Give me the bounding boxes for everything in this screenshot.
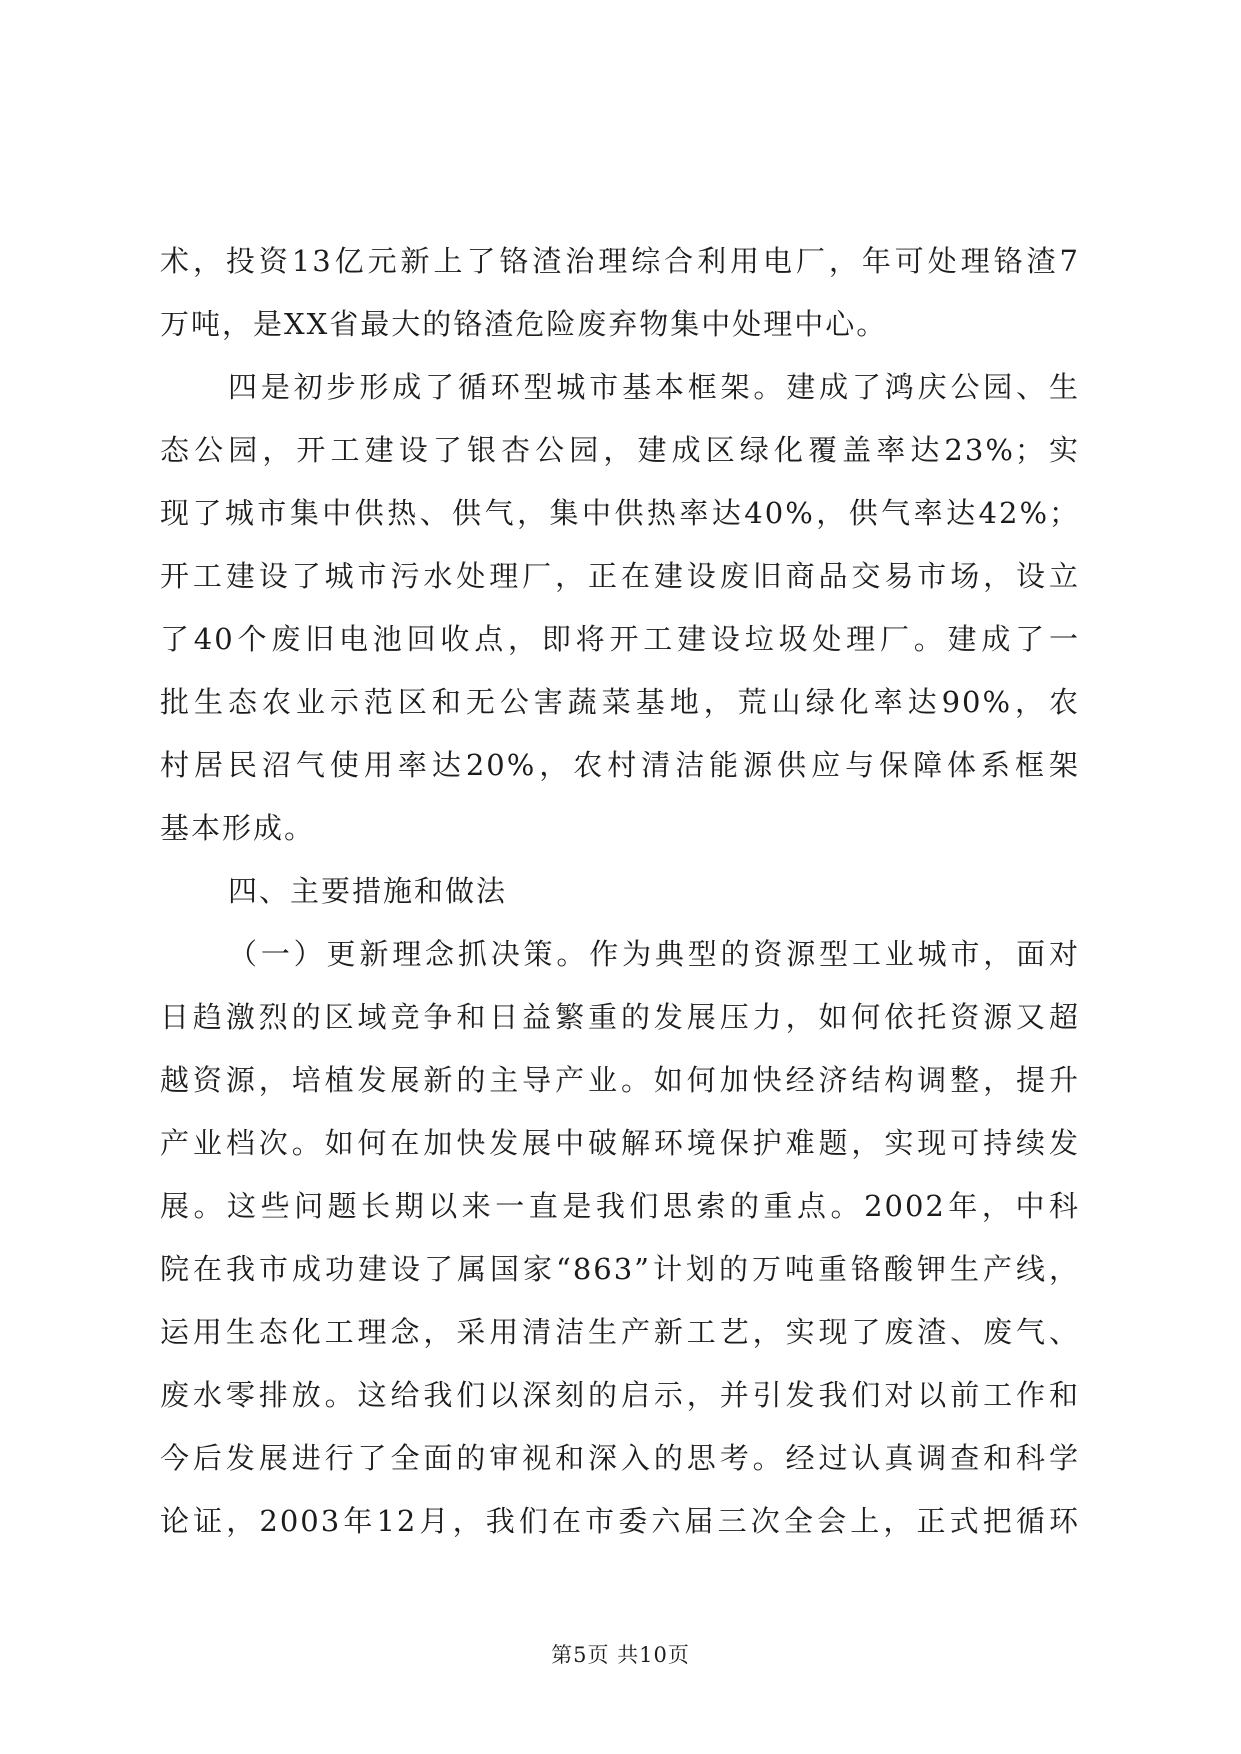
section-heading-text: 四、主要措施和做法 [228,874,508,908]
text-line: 万吨，是XX省最大的铬渣危险废弃物集中处理中心。 [160,307,888,341]
text-line: 产业档次。如何在加快发展中破解环境保护难题，实现可持续发 [160,1126,1080,1160]
text-line: 越资源，培植发展新的主导产业。如何加快经济结构调整，提升 [160,1063,1080,1097]
paragraph-continuation [160,230,1080,356]
text-line: 展。这些问题长期以来一直是我们思索的重点。2002年，中科 [160,1189,1080,1223]
text-line: 运用生态化工理念，采用清洁生产新工艺，实现了废渣、废气、 [160,1315,1080,1349]
text-line: 术，投资13亿元新上了铬渣治理综合利用电厂，年可处理铬渣7 [160,244,1080,278]
text-line: （一）更新理念抓决策。作为典型的资源型工业城市，面对 [228,937,1080,971]
text-line: 批生态农业示范区和无公害蔬菜基地，荒山绿化率达90%，农 [160,685,1080,719]
text-line: 开工建设了城市污水处理厂，正在建设废旧商品交易市场，设立 [160,559,1080,593]
text-line: 废水零排放。这给我们以深刻的启示，并引发我们对以前工作和 [160,1378,1080,1412]
paragraph-measures [160,923,1080,1553]
page-number-footer: 第5页 共10页 [551,1643,690,1667]
document-body [160,230,1080,1553]
text-line: 四是初步形成了循环型城市基本框架。建成了鸿庆公园、生 [228,370,1080,404]
text-line: 论证，2003年12月，我们在市委六届三次全会上，正式把循环 [160,1504,1080,1538]
text-line: 日趋激烈的区域竞争和日益繁重的发展压力，如何依托资源又超 [160,1000,1080,1034]
text-line: 态公园，开工建设了银杏公园，建成区绿化覆盖率达23%；实 [160,433,1080,467]
text-line: 村居民沼气使用率达20%，农村清洁能源供应与保障体系框架 [160,748,1080,782]
text-line: 院在我市成功建设了属国家“863”计划的万吨重铬酸钾生产线， [160,1252,1080,1286]
paragraph-circular-city-framework [160,356,1080,860]
text-line: 了40个废旧电池回收点，即将开工建设垃圾处理厂。建成了一 [160,622,1080,656]
text-line: 今后发展进行了全面的审视和深入的思考。经过认真调查和科学 [160,1441,1080,1475]
text-line: 基本形成。 [160,811,316,845]
section-heading [160,860,1080,923]
text-line: 现了城市集中供热、供气，集中供热率达40%，供气率达42%； [160,496,1080,530]
